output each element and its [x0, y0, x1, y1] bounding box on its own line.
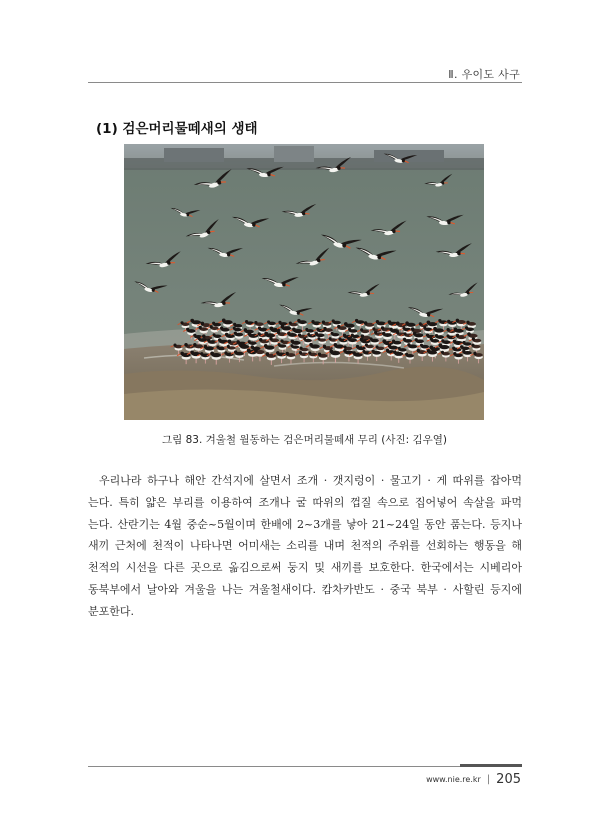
- running-header: Ⅱ. 우이도 사구: [448, 68, 520, 81]
- header-rule: [88, 82, 522, 83]
- body-line: 분포한다.: [88, 604, 135, 618]
- body-line: 천적의 시선을 다른 곳으로 옮김으로써 둥지 및 새끼를 보호한다. 한국에서는 시베리아: [88, 561, 522, 575]
- figure-caption: 그림 83. 겨울철 월동하는 검은머리물떼새 무리 (사진: 김우열): [161, 434, 448, 446]
- body-line: 우리나라 하구나 해안 간석지에 살면서 조개 · 갯지렁이 · 물고기 · 게 따위를 잡아먹: [99, 474, 522, 487]
- footer-separator: |: [486, 774, 491, 785]
- body-line: 는다. 산란기는 4월 중순~5월이며 한배에 2~3개를 낳아 21~24일 동안 품는다. 등지나: [88, 517, 522, 531]
- oystercatcher-flock-photo: [124, 144, 484, 420]
- footer-url: www.nie.re.kr: [426, 775, 481, 784]
- page-footer: [426, 772, 521, 787]
- body-line: 새끼 근처에 천적이 나타나면 어미새는 소리를 내며 천적의 주위를 선회하는 행동을 해: [88, 539, 522, 553]
- footer-accent-bar: [460, 764, 522, 767]
- body-line: 는다. 특히 얇은 부리를 이용하여 조개나 굴 따위의 껍질 속으로 집어넣어 속살을 파먹: [88, 495, 522, 509]
- section-title: (1) 검은머리물떼새의 생태: [96, 121, 258, 137]
- body-paragraph: [88, 470, 522, 623]
- footer-rule: [88, 766, 522, 767]
- body-line: 동북부에서 날아와 겨울을 나는 겨울철새이다. 캄차카반도 · 중국 북부 · 사할린 등지에: [88, 582, 522, 596]
- page-number: 205: [496, 772, 521, 787]
- figure-photo: [124, 144, 484, 420]
